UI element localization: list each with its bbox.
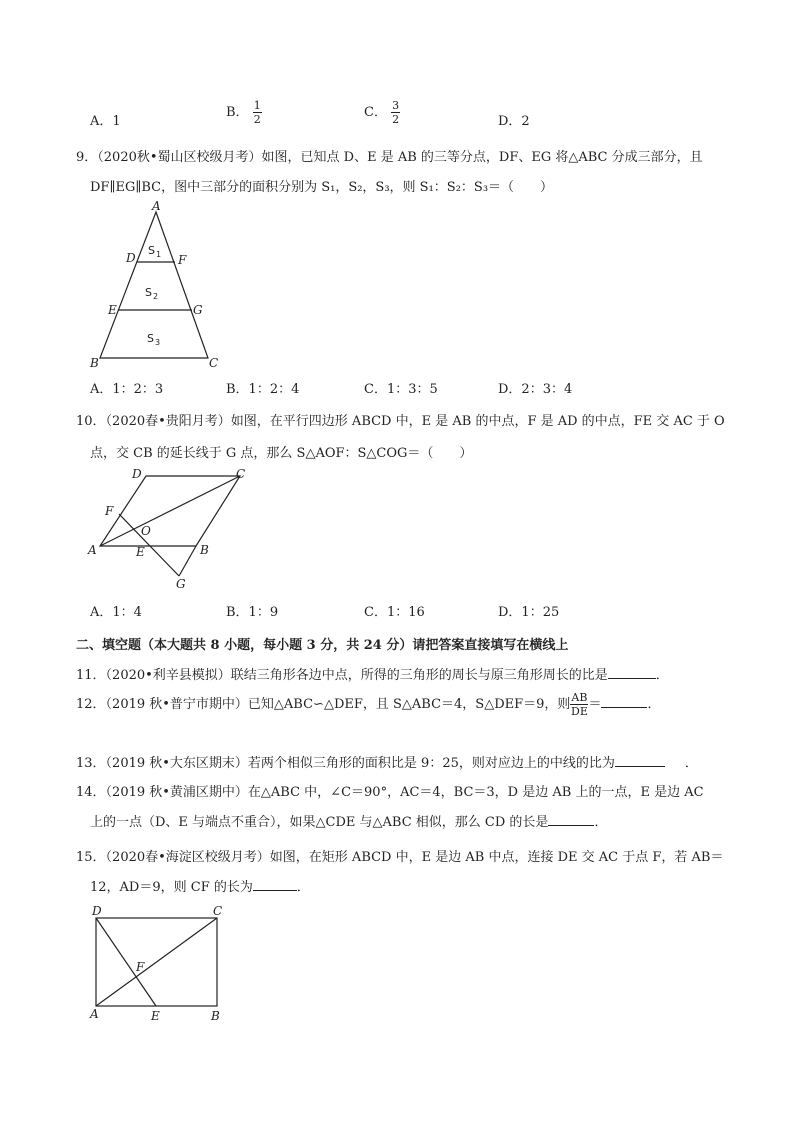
q8-option-a: A．1	[90, 114, 121, 129]
q11-text: 11．（2020•利辛县模拟）联结三角形各边中点，所得的三角形的周长与原三角形周长的比是	[76, 668, 608, 683]
q15-segment-de	[96, 918, 156, 1006]
q15-label-c: C	[213, 904, 223, 918]
q9-label-b: B	[90, 356, 99, 370]
q8-option-c-fraction	[391, 100, 400, 125]
q15-answer-blank[interactable]	[253, 890, 297, 891]
q12-equals: ＝	[588, 697, 602, 712]
q9-triangle-figure	[80, 198, 240, 373]
q8-option-c-prefix: C．	[364, 105, 387, 120]
q9-label-s2-sub: 2	[153, 292, 159, 301]
q10-label-a: A	[88, 543, 97, 557]
q8-option-c-numerator: 3	[392, 99, 400, 112]
q15-rectangle-figure	[84, 900, 234, 1026]
q10-label-g: G	[176, 577, 186, 591]
q14-line1: 14．（2019 秋•黄浦区期中）在△ABC 中，∠C＝90°，AC＝4，BC＝3，D 是边 AB 上的一点，E 是边 AC	[76, 785, 704, 800]
q10-line2: 点，交 CB 的延长线于 G 点，那么 S△AOF：S△COG＝（ ）	[90, 446, 473, 461]
q9-label-e: E	[108, 303, 117, 317]
q9-label-d: D	[126, 251, 136, 265]
q8-option-d: D．2	[498, 114, 530, 129]
q9-label-a: A	[152, 199, 161, 213]
q10-parallelogram-figure	[84, 462, 259, 592]
q15-label-a: A	[90, 1007, 99, 1021]
q12-fraction	[570, 692, 588, 717]
q14-line2-text: 上的一点（D、E 与端点不重合），如果△CDE 与△ABC 相似，那么 CD 的长是	[90, 815, 549, 830]
section-fill-in-heading: 二、填空题（本大题共 8 小题，每小题 3 分，共 24 分）请把答案直接填写在横线上	[76, 638, 569, 653]
q9-label-s1-sub: 1	[156, 250, 162, 259]
q12-end: ．	[647, 697, 661, 712]
q10-diagonal-ac	[100, 476, 240, 546]
q9-option-b: B．1：2：4	[226, 382, 300, 397]
q9-line2: DF∥EG∥BC，图中三部分的面积分别为 S₁，S₂，S₃，则 S₁：S₂：S₃＝（ ）	[90, 180, 554, 195]
q10-label-d: D	[132, 467, 142, 481]
q14-line2	[90, 811, 607, 830]
q10-option-a: A．1：4	[90, 605, 142, 620]
q10-label-f: F	[105, 504, 114, 518]
q14-answer-blank[interactable]	[548, 825, 594, 826]
q11	[76, 664, 669, 683]
q10-option-b: B．1：9	[226, 605, 279, 620]
q10-label-o: O	[141, 524, 151, 538]
q11-end: ．	[655, 668, 669, 683]
q15-line2-text: 12，AD＝9，则 CF 的长为	[90, 880, 253, 895]
q8-option-b	[226, 100, 262, 125]
q12	[76, 692, 660, 717]
q10-label-e: E	[136, 545, 145, 559]
q9-option-a: A．1：2：3	[90, 382, 164, 397]
q8-option-b-numerator: 1	[253, 99, 261, 112]
q9-triangle-abc	[100, 212, 208, 358]
q12-text: 12．（2019 秋•普宁市期中）已知△ABC∽△DEF，且 S△ABC＝4，S△DEF＝9，则	[76, 697, 571, 712]
q15-label-e: E	[151, 1009, 160, 1023]
q9-label-s1: S	[148, 244, 155, 257]
q15-label-b: B	[211, 1009, 220, 1023]
q14-end: ．	[594, 815, 608, 830]
q12-answer-blank[interactable]	[601, 707, 647, 708]
q9-line1: 9．（2020秋•蜀山区校级月考）如图，已知点 D、E 是 AB 的三等分点，DF、EG 将△ABC 分成三部分，且	[76, 150, 703, 165]
q11-answer-blank[interactable]	[608, 678, 656, 679]
q8-option-b-prefix: B．	[226, 105, 249, 120]
q9-label-s2: S	[145, 286, 152, 299]
q15-label-d: D	[92, 904, 102, 918]
q15-end: ．	[296, 880, 310, 895]
q15-diagonal-ac	[96, 918, 217, 1006]
q10-option-d: D．1：25	[498, 605, 560, 620]
q10-label-c: C	[236, 467, 246, 481]
q10-option-c: C．1：16	[364, 605, 425, 620]
q9-label-c: C	[209, 356, 219, 370]
q9-option-c: C．1：3：5	[364, 382, 438, 397]
q9-option-d: D．2：3：4	[498, 382, 573, 397]
q10-line1: 10．（2020春•贵阳月考）如图，在平行四边形 ABCD 中，E 是 AB 的中点，F 是 AD 的中点，FE 交 AC 于 O	[76, 414, 725, 429]
q9-label-s3: S	[147, 332, 154, 345]
q8-option-b-fraction	[253, 100, 262, 125]
q12-fraction-numerator: AB	[571, 691, 588, 704]
q15-line2	[90, 876, 310, 895]
q9-label-f: F	[178, 253, 187, 267]
q13-text: 13．（2019 秋•大东区期末）若两个相似三角形的面积比是 9：25，则对应边上的中线的比为	[76, 756, 615, 771]
q9-label-s3-sub: 3	[155, 338, 161, 347]
q15-line1: 15．（2020春•海淀区校级月考）如图，在矩形 ABCD 中，E 是边 AB 中点，连接 DE 交 AC 于点 F，若 AB＝	[76, 850, 724, 865]
q9-label-g: G	[193, 303, 203, 317]
q8-option-c-denominator: 2	[392, 113, 400, 126]
q8-option-b-denominator: 2	[253, 113, 261, 126]
q10-label-b: B	[200, 543, 209, 557]
q15-label-f: F	[136, 960, 145, 974]
q13	[76, 752, 698, 771]
q12-fraction-denominator: DE	[571, 705, 588, 718]
q10-extension-cb	[179, 546, 196, 576]
q13-end: ．	[684, 756, 698, 771]
q13-answer-blank[interactable]	[615, 766, 665, 767]
q8-option-c	[364, 100, 400, 125]
